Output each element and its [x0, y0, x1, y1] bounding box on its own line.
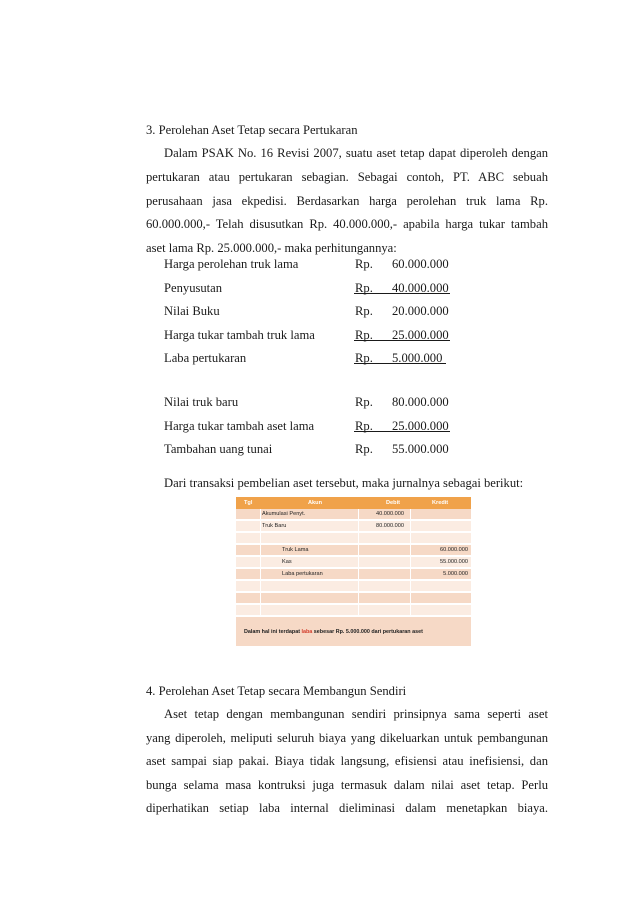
- underline: [354, 293, 450, 294]
- calc-amount: 60.000.000: [392, 257, 449, 271]
- journal-row: [236, 521, 471, 531]
- calc-currency: Rp.: [355, 442, 373, 456]
- calc-currency: Rp.: [355, 281, 373, 295]
- calc-amount: 20.000.000: [392, 304, 449, 318]
- calc-amount: 25.000.000: [392, 419, 449, 433]
- section-4-para-line-1: Aset tetap dengan membangunan sendiri prinsipnya sama seperti aset: [164, 707, 548, 721]
- calc-amount: 5.000.000: [392, 351, 443, 365]
- header-tgl: Tgl: [244, 500, 253, 506]
- section-4-para-line-2: yang diperoleh, meliputi seluruh biaya yang dikeluarkan untuk pembangunan: [146, 731, 548, 745]
- journal-kredit: 55.000.000: [440, 559, 468, 565]
- section-4-para-line-5: diperhatikan setiap laba internal dieliminasi dalam menetapkan biaya.: [146, 801, 548, 815]
- calc-currency: Rp.: [355, 304, 373, 318]
- section-3-para-line-4: 60.000.000,- Telah disusutkan Rp. 40.000.000,- apabila harga tukar tambah: [146, 217, 548, 231]
- journal-kredit: 60.000.000: [440, 547, 468, 553]
- calc-label: Tambahan uang tunai: [164, 442, 273, 456]
- column-divider: [358, 509, 359, 617]
- column-divider: [410, 509, 411, 617]
- journal-row: [236, 545, 471, 555]
- section-3-para-line-3: perusahaan jasa ekpedisi. Berdasarkan harga perolehan truk lama Rp.: [146, 194, 548, 208]
- header-akun: Akun: [308, 500, 322, 506]
- calc-label: Nilai Buku: [164, 304, 220, 318]
- journal-note: [236, 617, 471, 646]
- journal-row: [236, 557, 471, 567]
- header-kredit: Kredit: [432, 500, 449, 506]
- column-divider: [260, 509, 261, 617]
- section-4-para-line-4: bunga selama masa kontruksi juga termasuk dalam nilai aset tetap. Perlu: [146, 778, 548, 792]
- calc-amount: 25.000.000: [392, 328, 449, 342]
- journal-debit: 40.000.000: [376, 511, 404, 517]
- journal-akun: Akumulasi Penyt.: [262, 511, 306, 517]
- calc-currency: Rp.: [355, 351, 373, 365]
- section-3-para-line-1: Dalam PSAK No. 16 Revisi 2007, suatu aset tetap dapat diperoleh dengan: [164, 146, 548, 160]
- calc-label: Penyusutan: [164, 281, 223, 295]
- journal-table: [236, 497, 471, 646]
- note-before: Dalam hal ini terdapat: [244, 629, 302, 635]
- journal-row: [236, 509, 471, 519]
- calc-amount: 40.000.000: [392, 281, 449, 295]
- calc-currency: Rp.: [355, 257, 373, 271]
- note-highlight: laba: [301, 629, 313, 635]
- journal-debit: 80.000.000: [376, 523, 404, 529]
- calc-currency: Rp.: [355, 395, 373, 409]
- journal-empty-row: [236, 593, 471, 603]
- calc-amount: 55.000.000: [392, 442, 449, 456]
- journal-akun: Laba pertukaran: [282, 571, 323, 577]
- journal-akun: Truk Baru: [262, 523, 287, 529]
- calc-label: Laba pertukaran: [164, 351, 247, 365]
- section-4-heading: 4. Perolehan Aset Tetap secara Membangun Sendiri: [146, 684, 407, 698]
- journal-empty-row: [236, 581, 471, 591]
- calc-label: Harga tukar tambah truk lama: [164, 328, 315, 342]
- underline: [354, 363, 446, 364]
- journal-akun: Kas: [282, 559, 292, 565]
- calc-label: Harga perolehan truk lama: [164, 257, 299, 271]
- journal-akun: Truk Lama: [282, 547, 309, 553]
- journal-empty-row: [236, 605, 471, 615]
- journal-intro: Dari transaksi pembelian aset tersebut, maka jurnalnya sebagai berikut:: [164, 476, 524, 490]
- header-debit: Debit: [386, 500, 400, 506]
- journal-note-text: [244, 629, 423, 635]
- journal-empty-row: [236, 533, 471, 543]
- underline: [354, 431, 450, 432]
- journal-header-row: [236, 497, 471, 509]
- calc-label: Harga tukar tambah aset lama: [164, 419, 315, 433]
- section-3-para-line-5: aset lama Rp. 25.000.000,- maka perhitungannya:: [146, 241, 397, 255]
- journal-row: [236, 569, 471, 579]
- calc-currency: Rp.: [355, 419, 373, 433]
- underline: [354, 340, 450, 341]
- calc-label: Nilai truk baru: [164, 395, 239, 409]
- section-4-para-line-3: aset sampai siap pakai. Biaya tidak langsung, efisiensi atau inefisiensi, dan: [146, 754, 548, 768]
- journal-kredit: 5.000.000: [443, 571, 468, 577]
- section-3-para-line-2: pertukaran atau pertukaran sebagian. Sebagai contoh, PT. ABC sebuah: [146, 170, 548, 184]
- calc-currency: Rp.: [355, 328, 373, 342]
- calc-amount: 80.000.000: [392, 395, 449, 409]
- section-3-heading: 3. Perolehan Aset Tetap secara Pertukaran: [146, 123, 358, 137]
- note-after: sebesar Rp. 5.000.000 dari pertukaran aset: [312, 629, 423, 635]
